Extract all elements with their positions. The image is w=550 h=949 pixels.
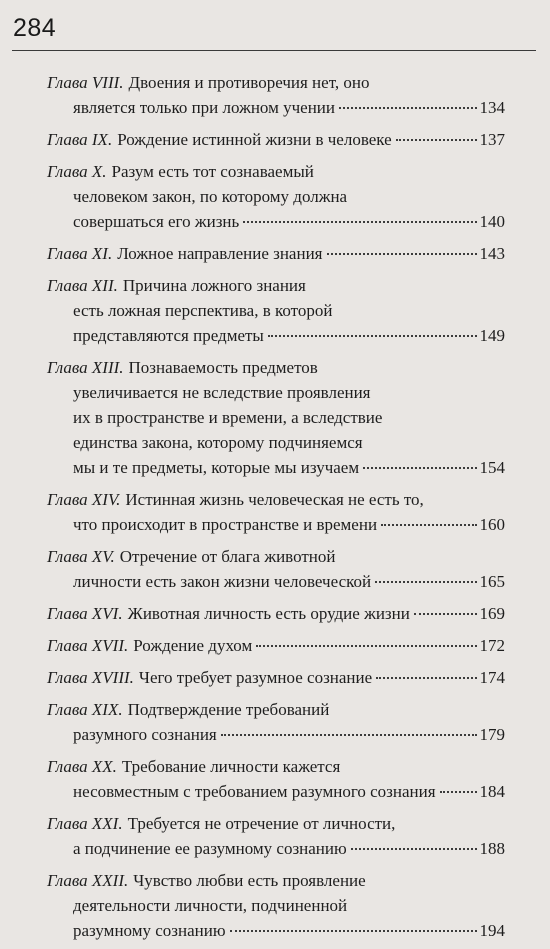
chapter-label: Глава XVIII. <box>47 668 134 687</box>
toc-entry-15 <box>47 544 505 594</box>
page-ref: 165 <box>479 572 505 591</box>
entry-text: представляются предметы <box>73 326 264 345</box>
entry-text: что происходит в пространстве и времени <box>73 515 378 534</box>
entry-text: Двоения и противоречия нет, оно <box>128 73 370 92</box>
page-ref: 140 <box>479 212 505 231</box>
toc-entry-21 <box>47 811 505 861</box>
dot-leader <box>221 734 477 736</box>
entry-text: Чего требует разумное сознание <box>138 668 373 687</box>
dot-leader <box>351 848 477 850</box>
entry-text: мы и те предметы, которые мы изучаем <box>73 458 360 477</box>
entry-text: совершаться его жизнь <box>73 212 240 231</box>
table-of-contents <box>47 70 505 949</box>
entry-text: деятельности личности, подчиненной <box>73 896 348 915</box>
chapter-label: Глава XXII. <box>47 871 129 890</box>
entry-text: Животная личность есть орудие жизни <box>127 604 410 623</box>
page-ref: 137 <box>479 130 505 149</box>
chapter-label: Глава XIV. <box>47 490 121 509</box>
dot-leader <box>396 139 477 141</box>
toc-entry-20 <box>47 754 505 804</box>
chapter-label: Глава XVI. <box>47 604 123 623</box>
dot-leader <box>363 467 476 469</box>
entry-text: Требование личности кажется <box>121 757 341 776</box>
page-ref: 172 <box>479 636 505 655</box>
toc-entry-16 <box>47 601 505 626</box>
page-ref: 134 <box>479 98 505 117</box>
dot-leader <box>243 221 476 223</box>
entry-text: Подтверждение требований <box>127 700 330 719</box>
entry-text: разумному сознанию <box>73 921 226 940</box>
chapter-label: Глава XVII. <box>47 636 129 655</box>
entry-text: Требуется не отречение от личности, <box>127 814 396 833</box>
entry-text: Разум есть тот сознаваемый <box>111 162 314 181</box>
dot-leader <box>381 524 476 526</box>
page-ref: 188 <box>479 839 505 858</box>
entry-text: есть ложная перспектива, в которой <box>73 301 333 320</box>
page-ref: 149 <box>479 326 505 345</box>
page-ref: 174 <box>479 668 505 687</box>
entry-text: Рождение духом <box>133 636 253 655</box>
toc-entry-18 <box>47 665 505 690</box>
chapter-label: Глава X. <box>47 162 107 181</box>
entry-text: их в пространстве и времени, а вследствие <box>73 408 383 427</box>
page-number: 284 <box>13 14 57 42</box>
chapter-label: Глава XV. <box>47 547 115 566</box>
entry-text: разумного сознания <box>73 725 217 744</box>
page-ref: 160 <box>479 515 505 534</box>
header-rule <box>12 50 536 51</box>
chapter-label: Глава VIII. <box>47 73 124 92</box>
dot-leader <box>327 253 477 255</box>
entry-text: единства закона, которому подчиняемся <box>73 433 363 452</box>
entry-text: увеличивается не вследствие проявления <box>73 383 371 402</box>
chapter-label: Глава XIII. <box>47 358 124 377</box>
chapter-label: Глава XI. <box>47 244 113 263</box>
page-ref: 169 <box>479 604 505 623</box>
entry-text: личности есть закон жизни человеческой <box>73 572 372 591</box>
toc-entry-19 <box>47 697 505 747</box>
toc-entry-13 <box>47 355 505 480</box>
dot-leader <box>440 791 477 793</box>
entry-text: а подчинение ее разумному сознанию <box>73 839 347 858</box>
dot-leader <box>414 613 477 615</box>
entry-text: Причина ложного знания <box>122 276 306 295</box>
page-ref: 179 <box>479 725 505 744</box>
chapter-label: Глава XX. <box>47 757 117 776</box>
entry-text: является только при ложном учении <box>73 98 336 117</box>
page-ref: 194 <box>479 921 505 940</box>
chapter-label: Глава IX. <box>47 130 113 149</box>
dot-leader <box>375 581 476 583</box>
toc-entry-8 <box>47 70 505 120</box>
entry-text: Рождение истинной жизни в человеке <box>117 130 392 149</box>
toc-entry-9 <box>47 127 505 152</box>
entry-text: человеком закон, по которому должна <box>73 187 348 206</box>
page-ref: 184 <box>479 782 505 801</box>
dot-leader <box>339 107 476 109</box>
entry-text: Чувство любви есть проявление <box>133 871 366 890</box>
page-ref: 143 <box>479 244 505 263</box>
entry-text: Познаваемость предметов <box>128 358 318 377</box>
chapter-label: Глава XXI. <box>47 814 123 833</box>
toc-entry-12 <box>47 273 505 348</box>
toc-entry-22 <box>47 868 505 943</box>
toc-entry-11 <box>47 241 505 266</box>
entry-text: Отречение от блага животной <box>119 547 336 566</box>
entry-text: Ложное направление знания <box>117 244 323 263</box>
chapter-label: Глава XII. <box>47 276 118 295</box>
toc-entry-10 <box>47 159 505 234</box>
dot-leader <box>268 335 477 337</box>
dot-leader <box>230 930 477 932</box>
chapter-label: Глава XIX. <box>47 700 123 719</box>
dot-leader <box>256 645 476 647</box>
dot-leader <box>376 677 476 679</box>
page-ref: 154 <box>479 458 505 477</box>
toc-entry-17 <box>47 633 505 658</box>
toc-entry-14 <box>47 487 505 537</box>
entry-text: Истинная жизнь человеческая не есть то, <box>125 490 424 509</box>
entry-text: несовместным с требованием разумного сознания <box>73 782 436 801</box>
